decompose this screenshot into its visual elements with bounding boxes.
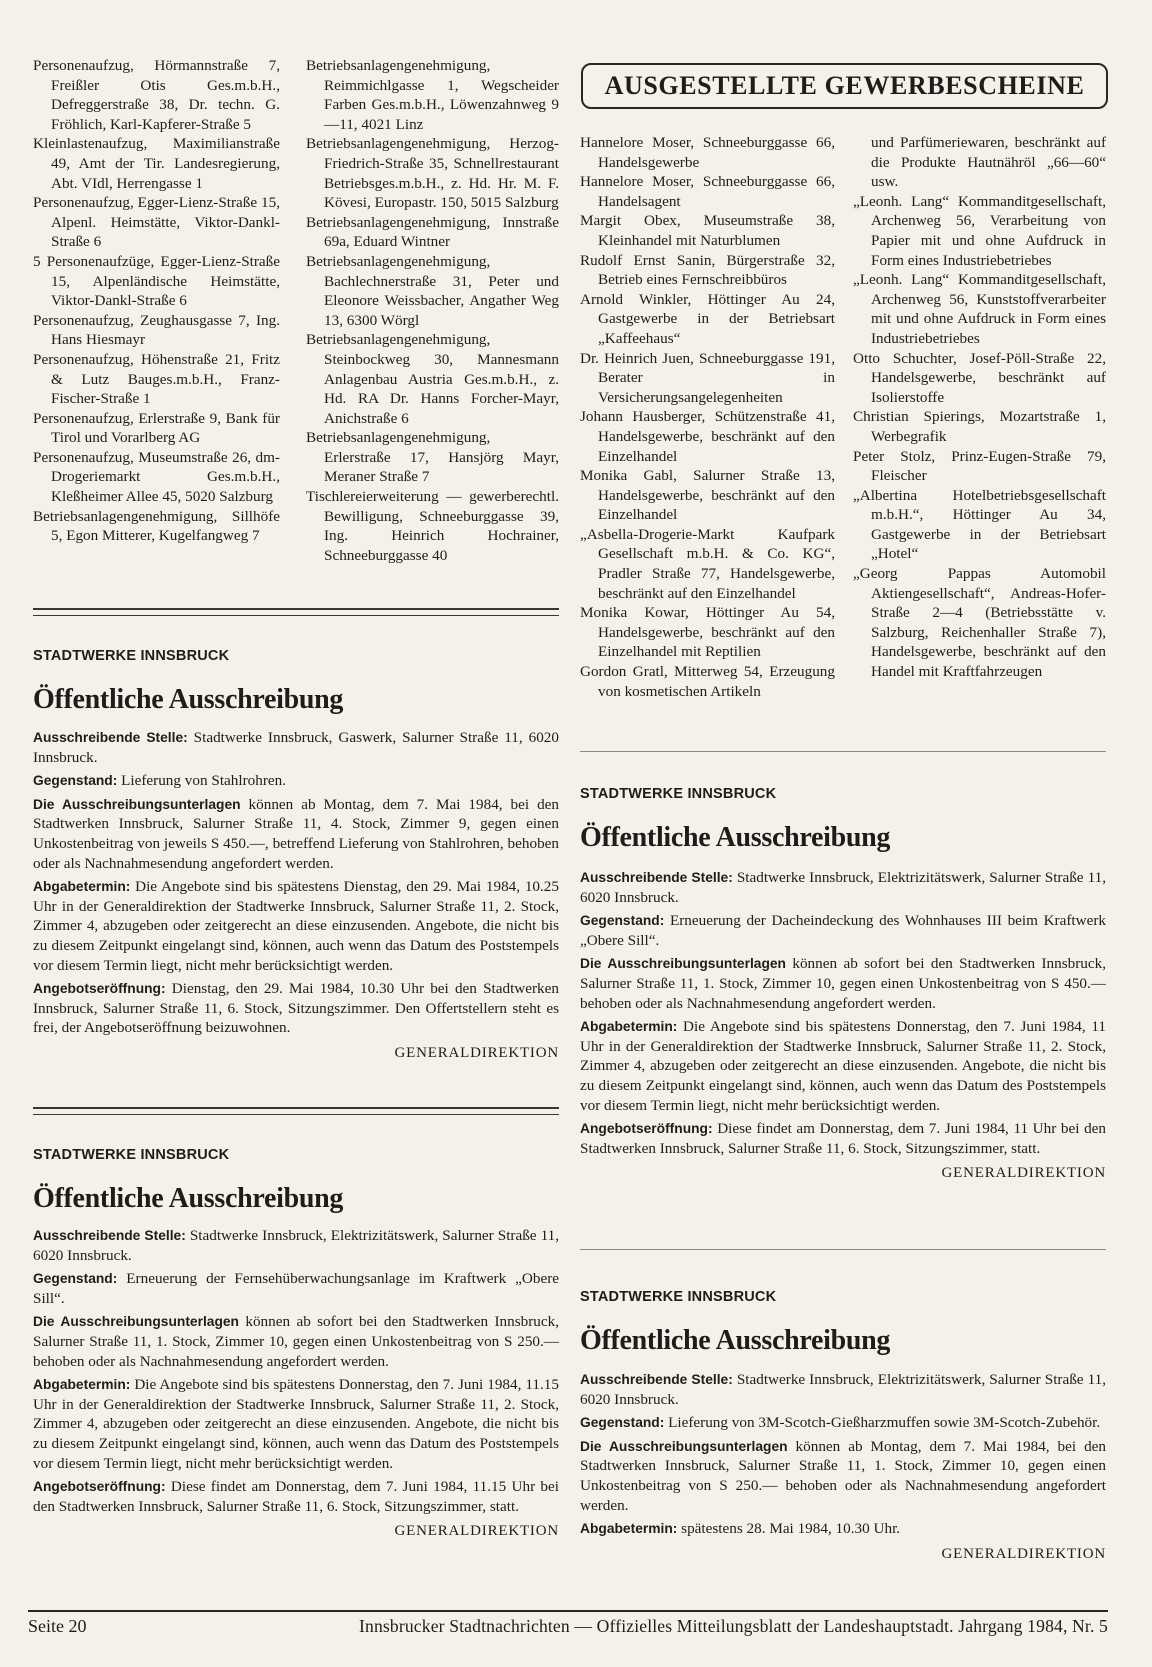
- ad-paragraph-label: Die Ausschreibungsunterlagen: [580, 1438, 788, 1454]
- ad-paragraph-label: Angebotseröffnung:: [33, 1479, 166, 1495]
- ad-paragraph-label: Ausschreibende Stelle:: [33, 730, 188, 745]
- gewerbe-list-item: Arnold Winkler, Höttinger Au 24, Gastgewerbe in der Betriebsart „Kaffeehaus“: [580, 290, 835, 347]
- ad-paragraph-label: Abgabetermin:: [33, 879, 131, 895]
- ad-paragraph: [33, 1269, 559, 1308]
- ad-paragraph-text: können ab Montag, dem 7. Mai 1984, bei den Stadtwerken Innsbruck, Salurner Straße 11, 4. Stock, Zimmer 9, gegen einen Unkostenbeitrag von jeweils S 450.—, betreffend Lieferung von Stahlrohren, behoben oder als Nachnahmesendung angefordert werden.: [33, 795, 560, 872]
- footer-page-number: Seite 20: [28, 1616, 87, 1636]
- ad-paragraph: [580, 911, 1106, 950]
- ad-paragraph-text: Lieferung von 3M-Scotch-Gießharzmuffen sowie 3M-Scotch-Zubehör.: [664, 1414, 1101, 1432]
- ad3-body: [580, 868, 1106, 1184]
- gewerbe-list-item: Rudolf Ernst Sanin, Bürgerstraße 32, Betrieb eines Fernschreibbüros: [580, 251, 835, 289]
- gewerbe-list-item: „Leonh. Lang“ Kommanditgesellschaft, Archenweg 56, Verarbeitung von Papier mit und ohne Aufdruck in Form eines Industriebetriebes: [853, 192, 1106, 269]
- permit-list-item: Betriebsanlagengenehmigung, Bachlechnerstraße 31, Peter und Eleonore Weissbacher, Angather Weg 13, 6300 Wörgl: [306, 252, 559, 329]
- ad-paragraph: [580, 1017, 1106, 1115]
- ad1-headline: Öffentliche Ausschreibung: [33, 684, 344, 715]
- ad-paragraph-text: Die Angebote sind bis spätestens Donnerstag, den 7. Juni 1984, 11.15 Uhr in der Generaldirektion der Stadtwerke Innsbruck, Salurner Straße 11, 2. Stock, Zimmer 4, abzugeben oder zeitgerecht an diese einzusenden. Angebote, die nicht bis zu diesem Zeitpunkt eingelangt sind, können, auch wenn das Datum des Poststempels vor diesem Termin liegt, nicht mehr berücksichtigt werden.: [33, 1376, 559, 1472]
- permit-list-col1: [33, 56, 280, 546]
- section-divider-right-2: [580, 1249, 1106, 1250]
- permit-list-item: Kleinlastenaufzug, Maximilianstraße 49, Amt der Tir. Landesregierung, Abt. VIdl, Herrengasse 1: [33, 135, 280, 192]
- ad-paragraph: [33, 1226, 559, 1265]
- ad-paragraph-label: Angebotseröffnung:: [580, 1121, 713, 1137]
- ad-paragraph-label: Angebotseröffnung:: [33, 981, 166, 997]
- ad-paragraph-text: Dienstag, den 29. Mai 1984, 10.30 Uhr bei den Stadtwerken Innsbruck, Salurner Straße 11, 6. Stock, Sitzungszimmer. Den Offertstellern steht es frei, der Angebotseröffnung beizuwohnen.: [33, 980, 559, 1037]
- ad-paragraph-label: Die Ausschreibungsunterlagen: [33, 796, 241, 812]
- ad-paragraph: [580, 868, 1106, 907]
- ad-paragraph-label: Abgabetermin:: [580, 1521, 678, 1537]
- ad-paragraph-label: Gegenstand:: [580, 1415, 665, 1431]
- ad-paragraph-text: Lieferung von Stahlrohren.: [117, 772, 287, 790]
- permit-list-item: 5 Personenaufzüge, Egger-Lienz-Straße 15, Alpenländische Heimstätte, Viktor-Dankl-Straße 6: [33, 252, 280, 310]
- ad-paragraph: [580, 1119, 1106, 1158]
- ad-paragraph: [33, 1375, 559, 1473]
- ad-paragraph-text: Stadtwerke Innsbruck, Gaswerk, Salurner Straße 11, 6020 Innsbruck.: [33, 729, 559, 766]
- ad-signature: GENERALDIREKTION: [941, 1545, 1106, 1562]
- ad-paragraph-text: Stadtwerke Innsbruck, Elektrizitätswerk, Salurner Straße 11, 6020 Innsbruck.: [33, 1227, 559, 1264]
- gewerbe-list-item: Johann Hausberger, Schützenstraße 41, Handelsgewerbe, beschränkt auf den Einzelhandel: [580, 408, 835, 465]
- ad-paragraph: [33, 1312, 559, 1371]
- gewerbe-list-item: Hannelore Moser, Schneeburggasse 66, Handelsgewerbe: [580, 134, 835, 171]
- ad-paragraph: [580, 1437, 1106, 1515]
- ad-paragraph-text: können ab Montag, dem 7. Mai 1984, bei den Stadtwerken Innsbruck, Salurner Straße 11, 1. Stock, Zimmer 10, gegen einen Unkostenbeitrag von S 250.— behoben oder als Nachnahmesendung angefordert werden.: [580, 1437, 1107, 1514]
- section-divider-left-2: [33, 1107, 559, 1115]
- permit-list-item: Tischlereierweiterung — gewerberechtl. Bewilligung, Schneeburggasse 39, Ing. Heinrich Hochrainer, Schneeburggasse 40: [306, 488, 559, 564]
- ad-paragraph-label: Gegenstand:: [580, 913, 665, 929]
- gewerbe-list-item: „Albertina Hotelbetriebsgesellschaft m.b.H.“, Höttinger Au 34, Gastgewerbe in der Betriebsart „Hotel“: [853, 486, 1106, 563]
- permit-list-item: Personenaufzug, Zeughausgasse 7, Ing. Hans Hiesmayr: [33, 311, 280, 349]
- ad-paragraph-label: Ausschreibende Stelle:: [33, 1228, 186, 1243]
- ad4-headline: Öffentliche Ausschreibung: [580, 1325, 891, 1356]
- ad4-body: [580, 1370, 1106, 1564]
- ad1-kicker: STADTWERKE INNSBRUCK: [33, 648, 230, 664]
- permit-list-item: Betriebsanlagengenehmigung, Erlerstraße 17, Hansjörg Mayr, Meraner Straße 7: [306, 429, 559, 486]
- gewerbe-list-item: „Georg Pappas Automobil Aktiengesellschaft“, Andreas-Hofer-Straße 2—4 (Betriebsstätte v. Salzburg, Reichenhaller Straße 7), Handelsgewerbe, beschränkt auf den Handel mit Kraftfahrzeugen: [853, 565, 1106, 681]
- permit-list-item: Personenaufzug, Museumstraße 26, dm-Drogeriemarkt Ges.m.b.H., Kleßheimer Allee 45, 5020 Salzburg: [33, 448, 280, 506]
- ad-paragraph-text: Diese findet am Donnerstag, dem 7. Juni 1984, 11.15 Uhr bei den Stadtwerken Innsbruck, Salurner Straße 11, 6. Stock, Sitzungszimmer, statt.: [33, 1478, 559, 1515]
- ad-paragraph-text: können ab sofort bei den Stadtwerken Innsbruck, Salurner Straße 11, 1. Stock, Zimmer 10, gegen einen Unkostenbeitrag von S 450.— behoben oder als Nachnahmesendung angefordert werden.: [580, 955, 1106, 1012]
- ad-paragraph-label: Gegenstand:: [33, 773, 118, 789]
- ad-paragraph-text: Die Angebote sind bis spätestens Dienstag, den 29. Mai 1984, 10.25 Uhr in der Generaldirektion der Stadtwerke Innsbruck, Salurner Straße 11, 2. Stock, Zimmer 4, abzugeben oder zeitgerecht an diese einzusenden. Angebote, die nicht bis zu diesem Zeitpunkt eingelangt sind, können, auch wenn das Datum des Poststempels vor diesem Termin liegt, nicht mehr berücksichtigt werden.: [33, 878, 559, 974]
- gewerbe-continuation: und Parfümeriewaren, beschränkt auf die Produkte Hautnähröl „66—60“ usw.: [871, 134, 1106, 191]
- permit-list-item: Betriebsanlagengenehmigung, Herzog-Friedrich-Straße 35, Schnellrestaurant Betriebsges.m.b.H., z. Hd. Hr. M. F. Kövesi, Europastr. 150, 5015 Salzburg: [306, 135, 559, 212]
- gewerbe-list-col1: [580, 133, 835, 701]
- ad-paragraph-text: Stadtwerke Innsbruck, Elektrizitätswerk, Salurner Straße 11, 6020 Innsbruck.: [580, 1371, 1106, 1408]
- gewerbe-list-item: Dr. Heinrich Juen, Schneeburggasse 191, Berater in Versicherungsangelegenheiten: [580, 349, 835, 406]
- ad-paragraph: [33, 877, 559, 975]
- ad-paragraph: [580, 1519, 1106, 1539]
- ad-paragraph: [33, 795, 559, 873]
- ad-paragraph: [580, 1370, 1106, 1409]
- ad-paragraph-text: Erneuerung der Dacheindeckung des Wohnhauses III beim Kraftwerk „Obere Sill“.: [580, 912, 1106, 949]
- ad-signature: GENERALDIREKTION: [394, 1044, 559, 1061]
- gewerbe-list-item: Peter Stolz, Prinz-Eugen-Straße 79, Fleischer: [853, 447, 1106, 485]
- permit-list-item: Personenaufzug, Höhenstraße 21, Fritz & Lutz Bauges.m.b.H., Franz-Fischer-Straße 1: [33, 350, 280, 408]
- permit-list-item: Personenaufzug, Egger-Lienz-Straße 15, Alpenl. Heimstätte, Viktor-Dankl-Straße 6: [33, 194, 280, 251]
- section-divider-right-1: [580, 751, 1106, 752]
- ad-paragraph: [33, 728, 559, 767]
- gewerbescheine-title: AUSGESTELLTE GEWERBESCHEINE: [581, 63, 1108, 109]
- ad-paragraph: [33, 979, 559, 1038]
- gewerbe-list-item: „Leonh. Lang“ Kommanditgesellschaft, Archenweg 56, Kunststoffverarbeiter mit und ohne Aufdruck in Form eines Industriebetriebes: [853, 271, 1106, 347]
- gewerbe-list-item: Gordon Gratl, Mitterweg 54, Erzeugung von kosmetischen Artikeln: [580, 663, 835, 700]
- ad-paragraph: [580, 1413, 1106, 1433]
- ad-paragraph-text: Erneuerung der Fernsehüberwachungsanlage im Kraftwerk „Obere Sill“.: [33, 1270, 559, 1307]
- gewerbe-list-item: Christian Spierings, Mozartstraße 1, Werbegrafik: [853, 408, 1106, 445]
- ad-paragraph: [33, 771, 559, 791]
- ad3-kicker: STADTWERKE INNSBRUCK: [580, 786, 777, 802]
- ad-paragraph-text: können ab sofort bei den Stadtwerken Innsbruck, Salurner Straße 11, 1. Stock, Zimmer 10, gegen einen Unkostenbeitrag von S 250.— behoben oder als Nachnahmesendung angefordert werden.: [33, 1313, 559, 1370]
- ad2-kicker: STADTWERKE INNSBRUCK: [33, 1147, 230, 1163]
- gewerbe-list-item: Margit Obex, Museumstraße 38, Kleinhandel mit Naturblumen: [580, 212, 835, 249]
- ad-paragraph-text: Stadtwerke Innsbruck, Elektrizitätswerk, Salurner Straße 11, 6020 Innsbruck.: [580, 869, 1106, 906]
- ad-paragraph-label: Gegenstand:: [33, 1271, 118, 1287]
- ad2-body: [33, 1226, 559, 1542]
- ad-signature: GENERALDIREKTION: [941, 1165, 1106, 1182]
- permit-list-col2: [306, 56, 559, 565]
- ad1-body: [33, 728, 559, 1064]
- permit-list-item: Betriebsanlagengenehmigung, Innstraße 69a, Eduard Wintner: [306, 213, 559, 251]
- footer-rule: [28, 1610, 1108, 1612]
- gewerbe-list-item: Monika Kowar, Höttinger Au 54, Handelsgewerbe, beschränkt auf den Einzelhandel mit Reptilien: [580, 604, 835, 661]
- gewerbe-list-item: „Asbella-Drogerie-Markt Kaufpark Gesellschaft m.b.H. & Co. KG“, Pradler Straße 77, Handelsgewerbe, beschränkt auf den Einzelhandel: [580, 525, 835, 602]
- ad-paragraph: [580, 954, 1106, 1013]
- ad-paragraph-label: Die Ausschreibungsunterlagen: [580, 956, 786, 972]
- gewerbe-list-item: Monika Gabl, Salurner Straße 13, Handelsgewerbe, beschränkt auf den Einzelhandel: [580, 467, 835, 524]
- ad-paragraph-label: Abgabetermin:: [33, 1377, 131, 1393]
- ad-paragraph-label: Ausschreibende Stelle:: [580, 870, 733, 885]
- ad-paragraph-label: Abgabetermin:: [580, 1019, 678, 1035]
- ad-paragraph-text: Die Angebote sind bis spätestens Donnerstag, den 7. Juni 1984, 11 Uhr in der Generaldirektion der Stadtwerke Innsbruck, Salurner Straße 11, 2. Stock, Zimmer 4, abzugeben oder zeitgerecht an diese einzusenden. Angebote, die nicht bis zu diesem Zeitpunkt eingelangt sind, können, auch wenn das Datum des Poststempels vor diesem Termin liegt, nicht mehr berücksichtigt werden.: [580, 1018, 1106, 1114]
- gewerbe-list-item: Otto Schuchter, Josef-Pöll-Straße 22, Handelsgewerbe, beschränkt auf Isolierstoffe: [853, 349, 1106, 406]
- permit-list-item: Betriebsanlagengenehmigung, Steinbockweg 30, Mannesmann Anlagenbau Austria Ges.m.b.H., z. Hd. RA Dr. Hanns Forcher-Mayr, Anichstraße 6: [306, 331, 559, 427]
- ad-paragraph-label: Die Ausschreibungsunterlagen: [33, 1314, 239, 1330]
- ad3-headline: Öffentliche Ausschreibung: [580, 822, 891, 853]
- permit-list-item: Personenaufzug, Hörmannstraße 7, Freißler Otis Ges.m.b.H., Defreggerstraße 38, Dr. techn. G. Fröhlich, Karl-Kapferer-Straße 5: [33, 57, 280, 133]
- gewerbe-list-item: Hannelore Moser, Schneeburggasse 66, Handelsagent: [580, 173, 835, 210]
- section-divider-left-1: [33, 608, 559, 616]
- gewerbe-list-col2-items: [853, 192, 1106, 682]
- ad2-headline: Öffentliche Ausschreibung: [33, 1183, 344, 1214]
- permit-list-item: Betriebsanlagengenehmigung, Reimmichlgasse 1, Wegscheider Farben Ges.m.b.H., Löwenzahnweg 9—11, 4021 Linz: [306, 57, 559, 133]
- ad-paragraph-text: spätestens 28. Mai 1984, 10.30 Uhr.: [677, 1520, 901, 1538]
- permit-list-item: Personenaufzug, Erlerstraße 9, Bank für Tirol und Vorarlberg AG: [33, 409, 280, 447]
- gewerbe-list-col2: [853, 133, 1106, 682]
- ad-signature: GENERALDIREKTION: [394, 1523, 559, 1540]
- ad-paragraph-label: Ausschreibende Stelle:: [580, 1372, 733, 1387]
- ad4-kicker: STADTWERKE INNSBRUCK: [580, 1289, 777, 1305]
- ad-paragraph-text: Diese findet am Donnerstag, dem 7. Juni 1984, 11 Uhr bei den Stadtwerken Innsbruck, Salurner Straße 11, 6. Stock, Sitzungszimmer, statt.: [580, 1120, 1106, 1157]
- ad-paragraph: [33, 1477, 559, 1516]
- footer-masthead: Innsbrucker Stadtnachrichten — Offizielles Mitteilungsblatt der Landeshauptstadt. Jahrgang 1984, Nr. 5: [358, 1616, 1108, 1636]
- permit-list-item: Betriebsanlagengenehmigung, Sillhöfe 5, Egon Mitterer, Kugelfangweg 7: [33, 507, 280, 545]
